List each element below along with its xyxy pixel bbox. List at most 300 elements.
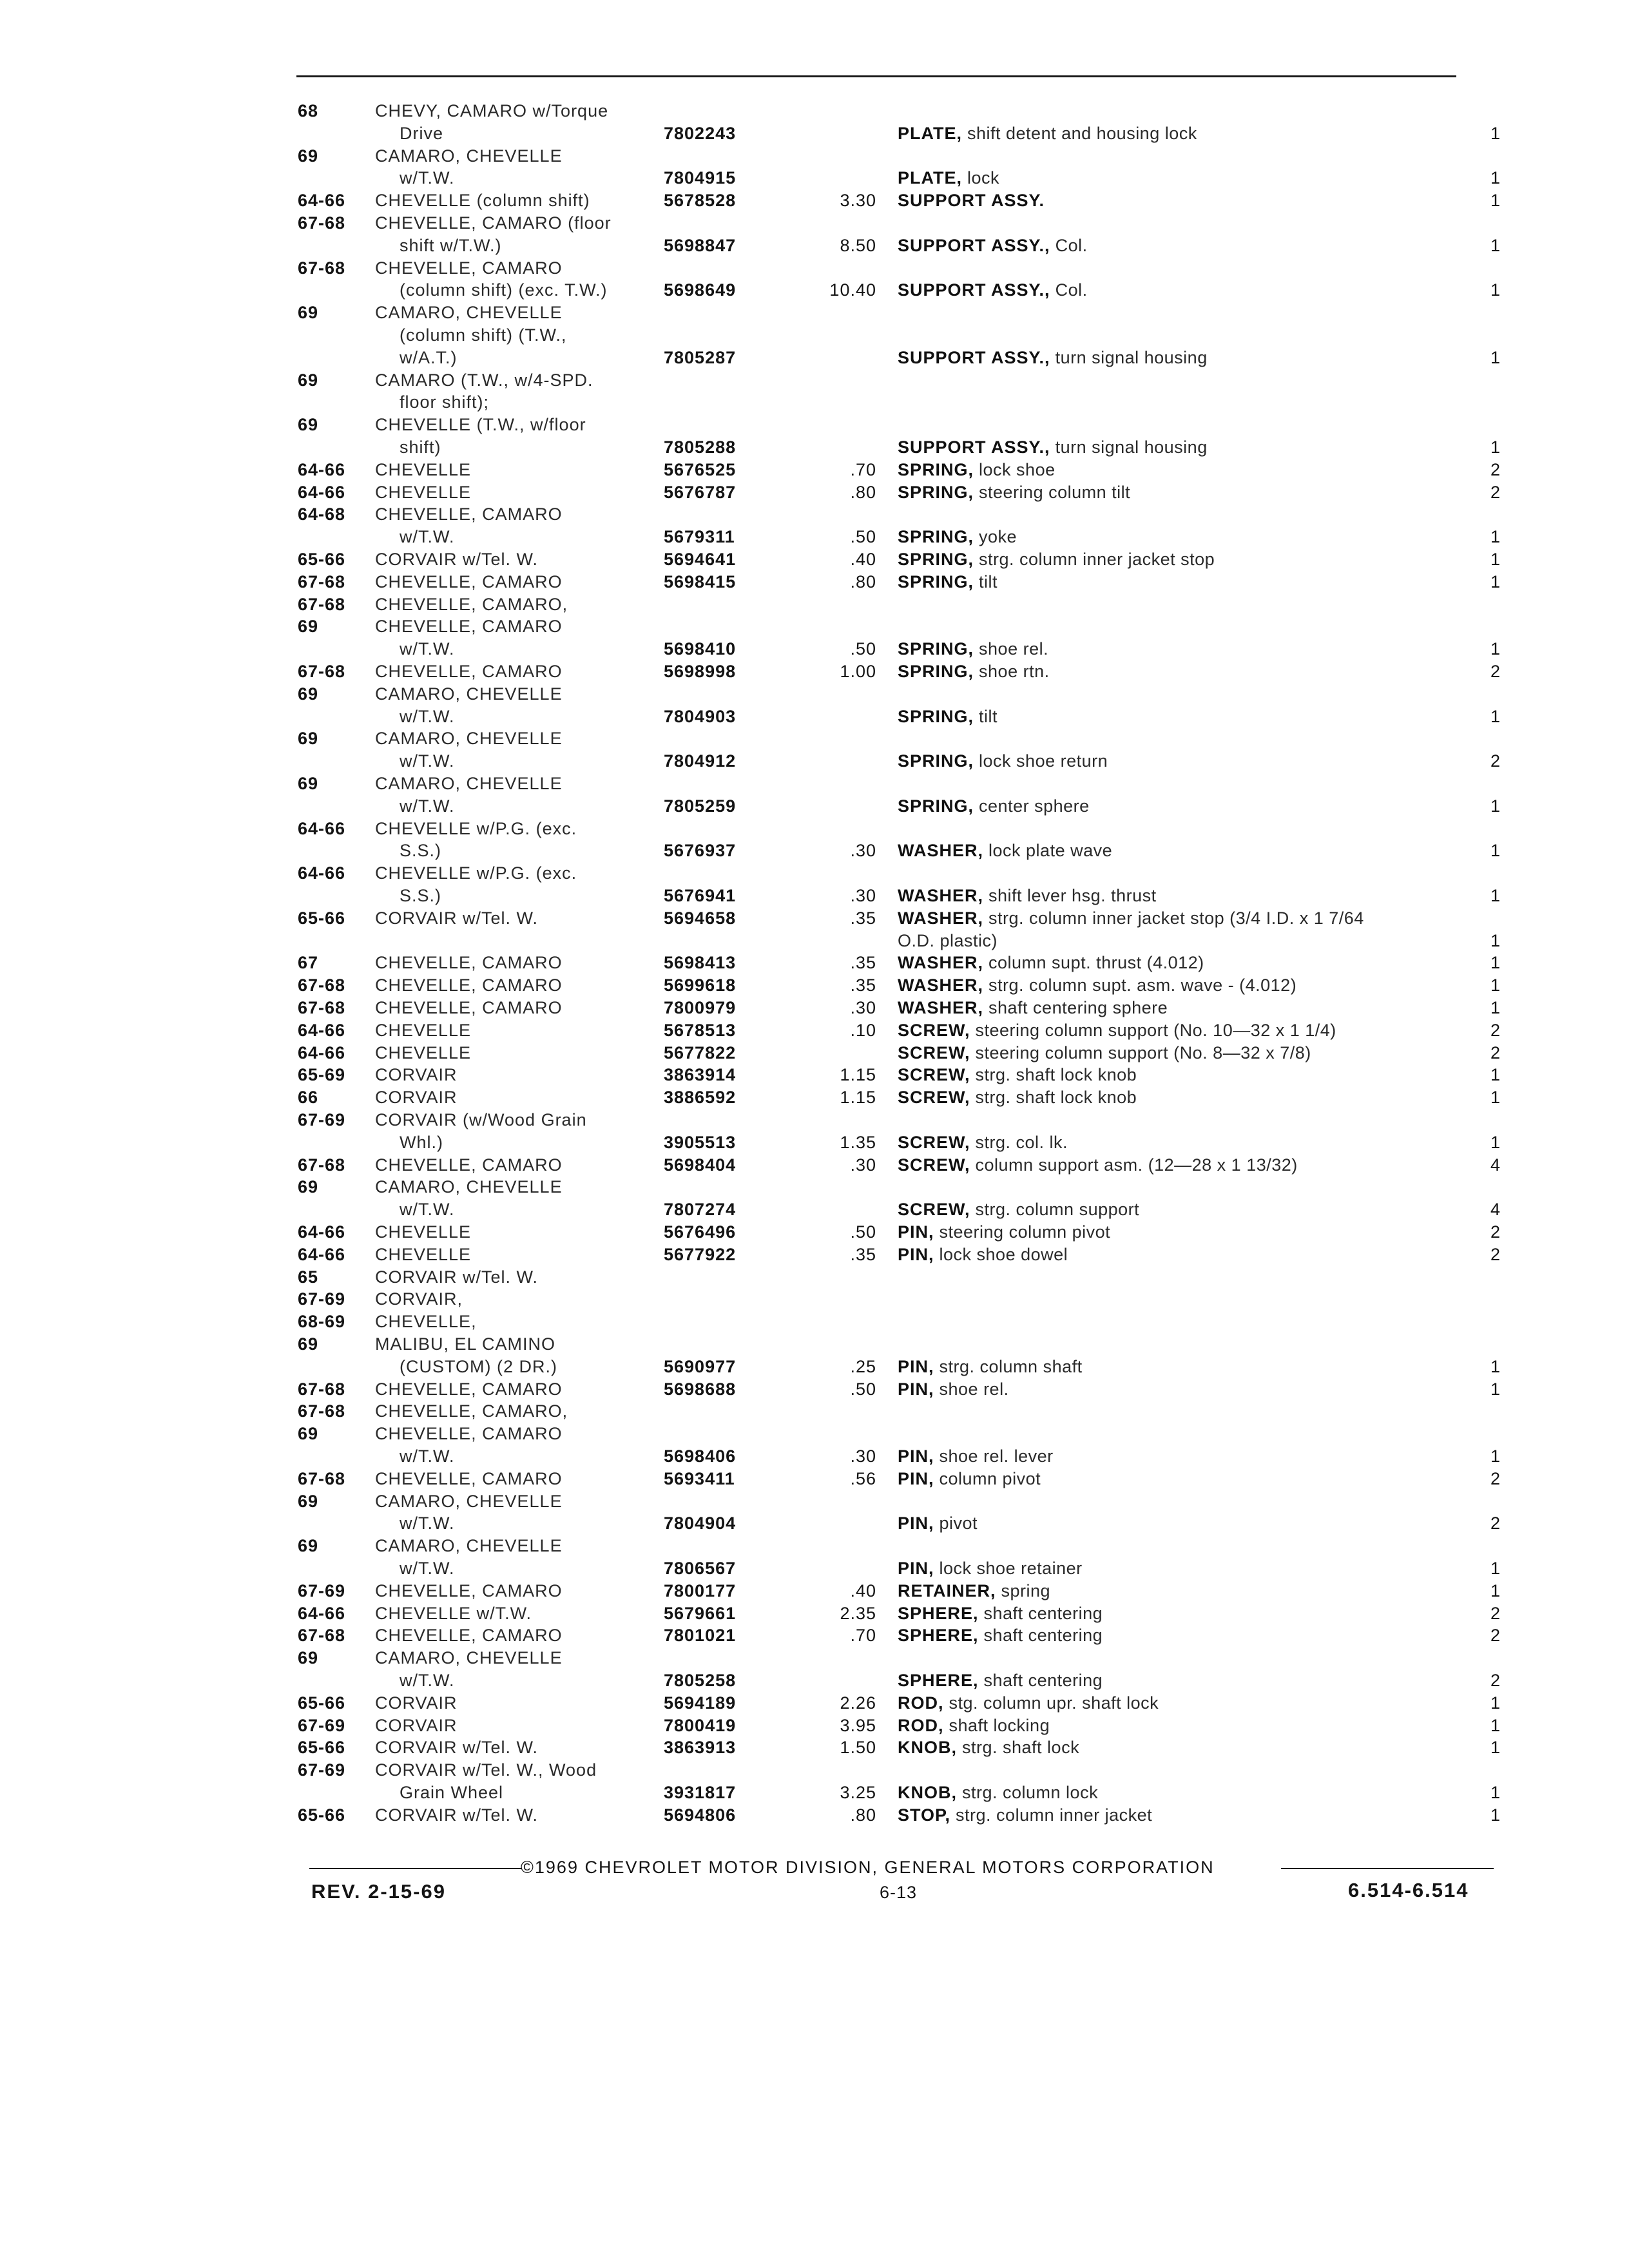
- model-cell: CHEVELLE: [375, 1244, 472, 1264]
- model-cell: w/T.W.: [400, 639, 455, 659]
- part-number-cell: 5676941: [664, 886, 737, 905]
- part-detail: steering column support (No. 8—32 x 7/8): [970, 1043, 1311, 1062]
- year-cell: 67-68: [298, 1626, 346, 1646]
- quantity-cell: 1: [1490, 998, 1500, 1017]
- model-cell: CAMARO, CHEVELLE: [375, 774, 563, 793]
- model-cell: CHEVELLE: [375, 1020, 472, 1040]
- price-cell: .80: [850, 1805, 876, 1825]
- model-cell: CHEVELLE, CAMARO: [375, 1581, 563, 1600]
- part-name: SPRING,: [898, 796, 974, 816]
- price-cell: 1.50: [840, 1738, 876, 1758]
- model-cell: w/T.W.: [400, 1559, 455, 1578]
- part-name: SPRING,: [898, 482, 974, 502]
- quantity-cell: 1: [1490, 1132, 1500, 1152]
- part-name: PLATE,: [898, 168, 962, 188]
- part-number-cell: 5677922: [664, 1244, 737, 1264]
- price-cell: .40: [850, 1581, 876, 1600]
- price-cell: .80: [850, 482, 876, 502]
- part-number-cell: 5698847: [664, 235, 737, 255]
- year-cell: 67-68: [298, 1155, 346, 1175]
- quantity-cell: 1: [1490, 953, 1500, 973]
- part-detail: strg. column support: [970, 1200, 1140, 1220]
- year-cell: 69: [298, 617, 319, 637]
- model-cell: CORVAIR: [375, 1693, 458, 1713]
- part-number-cell: 5676787: [664, 482, 737, 502]
- part-name: WASHER,: [898, 841, 984, 861]
- price-cell: .30: [850, 841, 876, 861]
- price-cell: 1.00: [840, 662, 876, 681]
- model-cell: CHEVELLE: [375, 1043, 472, 1062]
- year-cell: 64-68: [298, 505, 346, 524]
- price-cell: .25: [850, 1356, 876, 1376]
- year-cell: 69: [298, 303, 319, 323]
- part-detail: spring: [996, 1581, 1051, 1600]
- part-detail: tilt: [974, 572, 998, 591]
- model-cell: Drive: [400, 123, 444, 143]
- quantity-cell: 1: [1490, 191, 1500, 211]
- model-cell: CHEVELLE, CAMARO: [375, 1626, 563, 1646]
- part-number-cell: 5698688: [664, 1379, 737, 1399]
- year-cell: 69: [298, 1424, 319, 1444]
- quantity-cell: 1: [1490, 550, 1500, 569]
- model-cell: w/T.W.: [400, 1446, 455, 1466]
- part-name: WASHER,: [898, 908, 984, 928]
- model-cell: CHEVELLE w/T.W.: [375, 1603, 532, 1623]
- price-cell: .10: [850, 1020, 876, 1040]
- part-number-cell: 7802243: [664, 123, 737, 143]
- part-detail: shaft centering: [978, 1671, 1103, 1690]
- quantity-cell: 1: [1490, 886, 1500, 905]
- model-cell: (column shift) (T.W.,: [400, 325, 567, 345]
- year-cell: 67-68: [298, 572, 346, 591]
- model-cell: w/T.W.: [400, 1514, 455, 1533]
- quantity-cell: 1: [1490, 1783, 1500, 1802]
- model-cell: CHEVELLE (T.W., w/floor: [375, 415, 586, 435]
- model-cell: CHEVELLE, CAMARO: [375, 953, 563, 973]
- part-detail: strg. shaft lock knob: [970, 1065, 1137, 1085]
- part-name: SUPPORT ASSY.: [898, 191, 1045, 211]
- part-number-cell: 5698404: [664, 1155, 737, 1175]
- part-number-cell: 3863914: [664, 1065, 737, 1085]
- part-detail: yoke: [974, 527, 1017, 547]
- model-cell: CHEVELLE, CAMARO: [375, 505, 563, 524]
- part-number-cell: 7805287: [664, 347, 737, 367]
- part-name: RETAINER,: [898, 1581, 996, 1600]
- part-detail: Col.: [1050, 280, 1088, 300]
- quantity-cell: 1: [1490, 796, 1500, 816]
- quantity-cell: 2: [1490, 1020, 1500, 1040]
- quantity-cell: 1: [1490, 841, 1500, 861]
- part-detail: O.D. plastic): [898, 930, 998, 950]
- model-cell: w/T.W.: [400, 706, 455, 726]
- part-name: SPRING,: [898, 662, 974, 681]
- price-cell: 1.15: [840, 1088, 876, 1108]
- model-cell: CORVAIR w/Tel. W.: [375, 1267, 539, 1287]
- quantity-cell: 1: [1490, 1559, 1500, 1578]
- price-cell: 2.35: [840, 1603, 876, 1623]
- part-number-cell: 3863913: [664, 1738, 737, 1758]
- model-cell: CHEVELLE, CAMARO: [375, 617, 563, 637]
- part-number-cell: 5676496: [664, 1222, 737, 1242]
- quantity-cell: 1: [1490, 123, 1500, 143]
- model-cell: CAMARO, CHEVELLE: [375, 146, 563, 166]
- year-cell: 69: [298, 684, 319, 704]
- quantity-cell: 1: [1490, 639, 1500, 659]
- part-detail: center sphere: [974, 796, 1090, 816]
- part-detail: strg. shaft lock: [957, 1738, 1080, 1758]
- revision-date: REV. 2-15-69: [311, 1880, 446, 1903]
- model-cell: CORVAIR,: [375, 1289, 463, 1309]
- model-cell: CORVAIR w/Tel. W.: [375, 550, 539, 569]
- year-cell: 67-68: [298, 213, 346, 233]
- part-name: SPRING,: [898, 527, 974, 547]
- part-name: SPRING,: [898, 572, 974, 591]
- part-detail: column pivot: [934, 1468, 1041, 1488]
- model-cell: CORVAIR: [375, 1715, 458, 1735]
- model-cell: CHEVELLE, CAMARO: [375, 1468, 563, 1488]
- part-number-cell: 7800177: [664, 1581, 737, 1600]
- part-detail: stg. column upr. shaft lock: [943, 1693, 1159, 1713]
- model-cell: CHEVELLE, CAMARO: [375, 975, 563, 995]
- model-cell: CHEVELLE, CAMARO: [375, 572, 563, 591]
- part-detail: lock shoe return: [974, 751, 1108, 771]
- price-cell: 10.40: [829, 280, 876, 300]
- quantity-cell: 2: [1490, 1671, 1500, 1690]
- model-cell: CORVAIR w/Tel. W.: [375, 908, 539, 928]
- description-cell: [898, 1802, 1152, 1828]
- part-number-cell: 5698410: [664, 639, 737, 659]
- quantity-cell: 2: [1490, 1222, 1500, 1242]
- part-number-cell: 7804912: [664, 751, 737, 771]
- year-cell: 69: [298, 1491, 319, 1511]
- part-name: PIN,: [898, 1446, 934, 1466]
- part-name: SPHERE,: [898, 1603, 979, 1623]
- part-number-cell: 5693411: [664, 1468, 735, 1488]
- part-number-cell: 5690977: [664, 1356, 737, 1376]
- part-name: SPHERE,: [898, 1626, 979, 1646]
- model-cell: CHEVELLE, CAMARO: [375, 662, 563, 681]
- part-number-cell: 5698413: [664, 953, 737, 973]
- quantity-cell: 1: [1490, 527, 1500, 547]
- model-cell: Grain Wheel: [400, 1783, 504, 1802]
- price-cell: .80: [850, 572, 876, 591]
- quantity-cell: 2: [1490, 1626, 1500, 1646]
- model-cell: CHEVELLE: [375, 1222, 472, 1242]
- year-cell: 67-68: [298, 998, 346, 1017]
- top-rule: [296, 75, 1456, 77]
- part-name: ROD,: [898, 1693, 944, 1713]
- part-name: PIN,: [898, 1244, 934, 1264]
- model-cell: CHEVELLE: [375, 482, 472, 502]
- quantity-cell: 1: [1490, 930, 1500, 950]
- model-cell: w/T.W.: [400, 796, 455, 816]
- part-number-cell: 3905513: [664, 1132, 737, 1152]
- part-name: SCREW,: [898, 1088, 970, 1108]
- part-number-cell: 7807274: [664, 1200, 737, 1220]
- price-cell: .50: [850, 639, 876, 659]
- quantity-cell: 2: [1490, 1468, 1500, 1488]
- price-cell: .35: [850, 975, 876, 995]
- part-name: SCREW,: [898, 1020, 970, 1040]
- year-cell: 67-68: [298, 975, 346, 995]
- part-detail: column support asm. (12—28 x 1 13/32): [970, 1155, 1298, 1175]
- quantity-cell: 1: [1490, 1805, 1500, 1825]
- part-detail: pivot: [934, 1514, 978, 1533]
- part-number-cell: 7805288: [664, 437, 737, 457]
- part-name: PIN,: [898, 1222, 934, 1242]
- part-name: PIN,: [898, 1356, 934, 1376]
- model-cell: CHEVY, CAMARO w/Torque: [375, 101, 609, 120]
- year-cell: 69: [298, 1177, 319, 1197]
- model-cell: MALIBU, EL CAMINO: [375, 1334, 556, 1354]
- part-number-cell: 5678513: [664, 1020, 737, 1040]
- section-number: 6.514-6.514: [1348, 1879, 1469, 1901]
- quantity-cell: 1: [1490, 280, 1500, 300]
- part-name: WASHER,: [898, 975, 984, 995]
- model-cell: (column shift) (exc. T.W.): [400, 280, 608, 300]
- model-cell: CAMARO, CHEVELLE: [375, 684, 563, 704]
- part-detail: shift detent and housing lock: [962, 123, 1197, 143]
- year-cell: 69: [298, 1536, 319, 1556]
- part-name: SCREW,: [898, 1043, 970, 1062]
- price-cell: .30: [850, 998, 876, 1017]
- part-number-cell: 5694658: [664, 908, 737, 928]
- price-cell: 2.26: [840, 1693, 876, 1713]
- price-cell: .70: [850, 1626, 876, 1646]
- part-name: SCREW,: [898, 1065, 970, 1085]
- price-cell: .40: [850, 550, 876, 569]
- part-detail: Col.: [1050, 235, 1088, 255]
- part-number-cell: 7805258: [664, 1671, 737, 1690]
- part-detail: strg. shaft lock knob: [970, 1088, 1137, 1108]
- part-name: PIN,: [898, 1514, 934, 1533]
- part-name: SPRING,: [898, 751, 974, 771]
- part-number-cell: 7806567: [664, 1559, 737, 1578]
- part-detail: steering column support (No. 10—32 x 1 1/4): [970, 1020, 1336, 1040]
- year-cell: 65-69: [298, 1065, 346, 1085]
- model-cell: w/T.W.: [400, 168, 455, 188]
- year-cell: 67: [298, 953, 319, 973]
- part-number-cell: 5694641: [664, 550, 737, 569]
- part-name: PLATE,: [898, 123, 962, 143]
- model-cell: CAMARO, CHEVELLE: [375, 729, 563, 749]
- model-cell: CAMARO, CHEVELLE: [375, 1536, 563, 1556]
- quantity-cell: 1: [1490, 1065, 1500, 1085]
- quantity-cell: 4: [1490, 1155, 1500, 1175]
- year-cell: 65-66: [298, 908, 346, 928]
- model-cell: CHEVELLE w/P.G. (exc.: [375, 818, 577, 838]
- part-name: SPRING,: [898, 550, 974, 569]
- part-name: SPHERE,: [898, 1671, 979, 1690]
- year-cell: 69: [298, 146, 319, 166]
- year-cell: 67-68: [298, 662, 346, 681]
- part-detail: lock shoe dowel: [934, 1244, 1068, 1264]
- quantity-cell: 4: [1490, 1200, 1500, 1220]
- model-cell: CHEVELLE, CAMARO,: [375, 594, 568, 614]
- quantity-cell: 2: [1490, 751, 1500, 771]
- year-cell: 64-66: [298, 818, 346, 838]
- price-cell: .56: [850, 1468, 876, 1488]
- model-cell: CHEVELLE w/P.G. (exc.: [375, 863, 577, 883]
- year-cell: 69: [298, 729, 319, 749]
- year-cell: 64-66: [298, 1043, 346, 1062]
- model-cell: CORVAIR w/Tel. W.: [375, 1805, 539, 1825]
- model-cell: CHEVELLE,: [375, 1312, 477, 1332]
- part-detail: strg. column inner jacket: [950, 1805, 1153, 1825]
- quantity-cell: 1: [1490, 1356, 1500, 1376]
- quantity-cell: 1: [1490, 1379, 1500, 1399]
- quantity-cell: 1: [1490, 235, 1500, 255]
- part-number-cell: 5677822: [664, 1043, 737, 1062]
- quantity-cell: 2: [1490, 1043, 1500, 1062]
- model-cell: CORVAIR (w/Wood Grain: [375, 1110, 587, 1129]
- part-number-cell: 5698998: [664, 662, 737, 681]
- part-detail: column supt. thrust (4.012): [983, 953, 1204, 973]
- model-cell: CHEVELLE, CAMARO: [375, 1379, 563, 1399]
- quantity-cell: 1: [1490, 706, 1500, 726]
- year-cell: 65-66: [298, 550, 346, 569]
- part-name: WASHER,: [898, 886, 984, 905]
- quantity-cell: 1: [1490, 1738, 1500, 1758]
- model-cell: CORVAIR: [375, 1088, 458, 1108]
- year-cell: 69: [298, 370, 319, 390]
- year-cell: 68: [298, 101, 319, 120]
- model-cell: w/T.W.: [400, 751, 455, 771]
- quantity-cell: 1: [1490, 975, 1500, 995]
- price-cell: .35: [850, 953, 876, 973]
- quantity-cell: 1: [1490, 347, 1500, 367]
- model-cell: CHEVELLE, CAMARO (floor: [375, 213, 612, 233]
- part-number-cell: 5698406: [664, 1446, 737, 1466]
- model-cell: CAMARO, CHEVELLE: [375, 303, 563, 323]
- year-cell: 64-66: [298, 191, 346, 211]
- part-number-cell: 7800979: [664, 998, 737, 1017]
- part-name: SPRING,: [898, 706, 974, 726]
- part-detail: shoe rel.: [934, 1379, 1009, 1399]
- price-cell: 1.15: [840, 1065, 876, 1085]
- part-number-cell: 7805259: [664, 796, 737, 816]
- model-cell: CHEVELLE, CAMARO: [375, 1424, 563, 1444]
- part-detail: shaft centering: [978, 1603, 1103, 1623]
- part-name: SUPPORT ASSY.,: [898, 437, 1050, 457]
- model-cell: CAMARO, CHEVELLE: [375, 1648, 563, 1668]
- part-name: SPRING,: [898, 459, 974, 479]
- model-cell: shift): [400, 437, 441, 457]
- year-cell: 68-69: [298, 1312, 346, 1332]
- part-detail: strg. column inner jacket stop: [974, 550, 1215, 569]
- part-name: KNOB,: [898, 1738, 957, 1758]
- model-cell: Whl.): [400, 1132, 443, 1152]
- price-cell: 8.50: [840, 235, 876, 255]
- year-cell: 65: [298, 1267, 319, 1287]
- part-name: SUPPORT ASSY.,: [898, 347, 1050, 367]
- part-number-cell: 5679311: [664, 527, 735, 547]
- model-cell: w/T.W.: [400, 527, 455, 547]
- year-cell: 65-66: [298, 1738, 346, 1758]
- part-detail: steering column tilt: [974, 482, 1131, 502]
- part-number-cell: 5694189: [664, 1693, 737, 1713]
- part-name: WASHER,: [898, 998, 984, 1017]
- price-cell: .35: [850, 1244, 876, 1264]
- year-cell: 67-69: [298, 1289, 346, 1309]
- part-name: SCREW,: [898, 1132, 970, 1152]
- quantity-cell: 1: [1490, 1693, 1500, 1713]
- year-cell: 67-69: [298, 1581, 346, 1600]
- quantity-cell: 1: [1490, 1581, 1500, 1600]
- year-cell: 69: [298, 774, 319, 793]
- year-cell: 67-69: [298, 1760, 346, 1780]
- part-name: WASHER,: [898, 953, 984, 973]
- price-cell: .35: [850, 908, 876, 928]
- part-name: SCREW,: [898, 1155, 970, 1175]
- model-cell: CORVAIR w/Tel. W., Wood: [375, 1760, 597, 1780]
- copyright-notice: ©1969 CHEVROLET MOTOR DIVISION, GENERAL MOTORS CORPORATION: [521, 1858, 1215, 1877]
- part-name: PIN,: [898, 1379, 934, 1399]
- year-cell: 64-66: [298, 1603, 346, 1623]
- model-cell: CHEVELLE (column shift): [375, 191, 590, 211]
- model-cell: w/T.W.: [400, 1200, 455, 1220]
- part-number-cell: 5699618: [664, 975, 737, 995]
- part-number-cell: 5698649: [664, 280, 737, 300]
- model-cell: CHEVELLE, CAMARO: [375, 1155, 563, 1175]
- price-cell: .50: [850, 1379, 876, 1399]
- part-detail: steering column pivot: [934, 1222, 1111, 1242]
- model-cell: CHEVELLE: [375, 459, 472, 479]
- year-cell: 65-66: [298, 1805, 346, 1825]
- price-cell: 3.30: [840, 191, 876, 211]
- quantity-cell: 2: [1490, 1244, 1500, 1264]
- part-detail: lock plate wave: [983, 841, 1113, 861]
- year-cell: 67-69: [298, 1110, 346, 1129]
- model-cell: shift w/T.W.): [400, 235, 502, 255]
- quantity-cell: 1: [1490, 168, 1500, 188]
- model-cell: CHEVELLE, CAMARO: [375, 998, 563, 1017]
- quantity-cell: 2: [1490, 459, 1500, 479]
- quantity-cell: 2: [1490, 482, 1500, 502]
- part-detail: strg. col. lk.: [970, 1132, 1068, 1152]
- year-cell: 67-68: [298, 1468, 346, 1488]
- price-cell: 3.95: [840, 1715, 876, 1735]
- model-cell: CAMARO, CHEVELLE: [375, 1491, 563, 1511]
- part-detail: tilt: [974, 706, 998, 726]
- year-cell: 67-68: [298, 594, 346, 614]
- quantity-cell: 2: [1490, 1514, 1500, 1533]
- year-cell: 67-68: [298, 1379, 346, 1399]
- part-detail: shoe rel.: [974, 639, 1049, 659]
- year-cell: 64-66: [298, 1244, 346, 1264]
- part-detail: shaft locking: [943, 1715, 1050, 1735]
- model-cell: w/A.T.): [400, 347, 458, 367]
- footer-rule-left: [309, 1868, 522, 1869]
- footer-rule-right: [1281, 1868, 1494, 1869]
- year-cell: 69: [298, 1334, 319, 1354]
- price-cell: .30: [850, 886, 876, 905]
- quantity-cell: 2: [1490, 1603, 1500, 1623]
- part-name: SCREW,: [898, 1200, 970, 1220]
- part-number-cell: 3931817: [664, 1783, 737, 1802]
- price-cell: 3.25: [840, 1783, 876, 1802]
- part-name: SUPPORT ASSY.,: [898, 280, 1050, 300]
- part-detail: shaft centering: [978, 1626, 1103, 1646]
- year-cell: 65-66: [298, 1693, 346, 1713]
- part-number-cell: 5678528: [664, 191, 737, 211]
- year-cell: 66: [298, 1088, 319, 1108]
- part-detail: strg. column shaft: [934, 1356, 1083, 1376]
- part-detail: shift lever hsg. thrust: [983, 886, 1157, 905]
- part-detail: shoe rel. lever: [934, 1446, 1054, 1466]
- model-cell: S.S.): [400, 886, 442, 905]
- price-cell: 1.35: [840, 1132, 876, 1152]
